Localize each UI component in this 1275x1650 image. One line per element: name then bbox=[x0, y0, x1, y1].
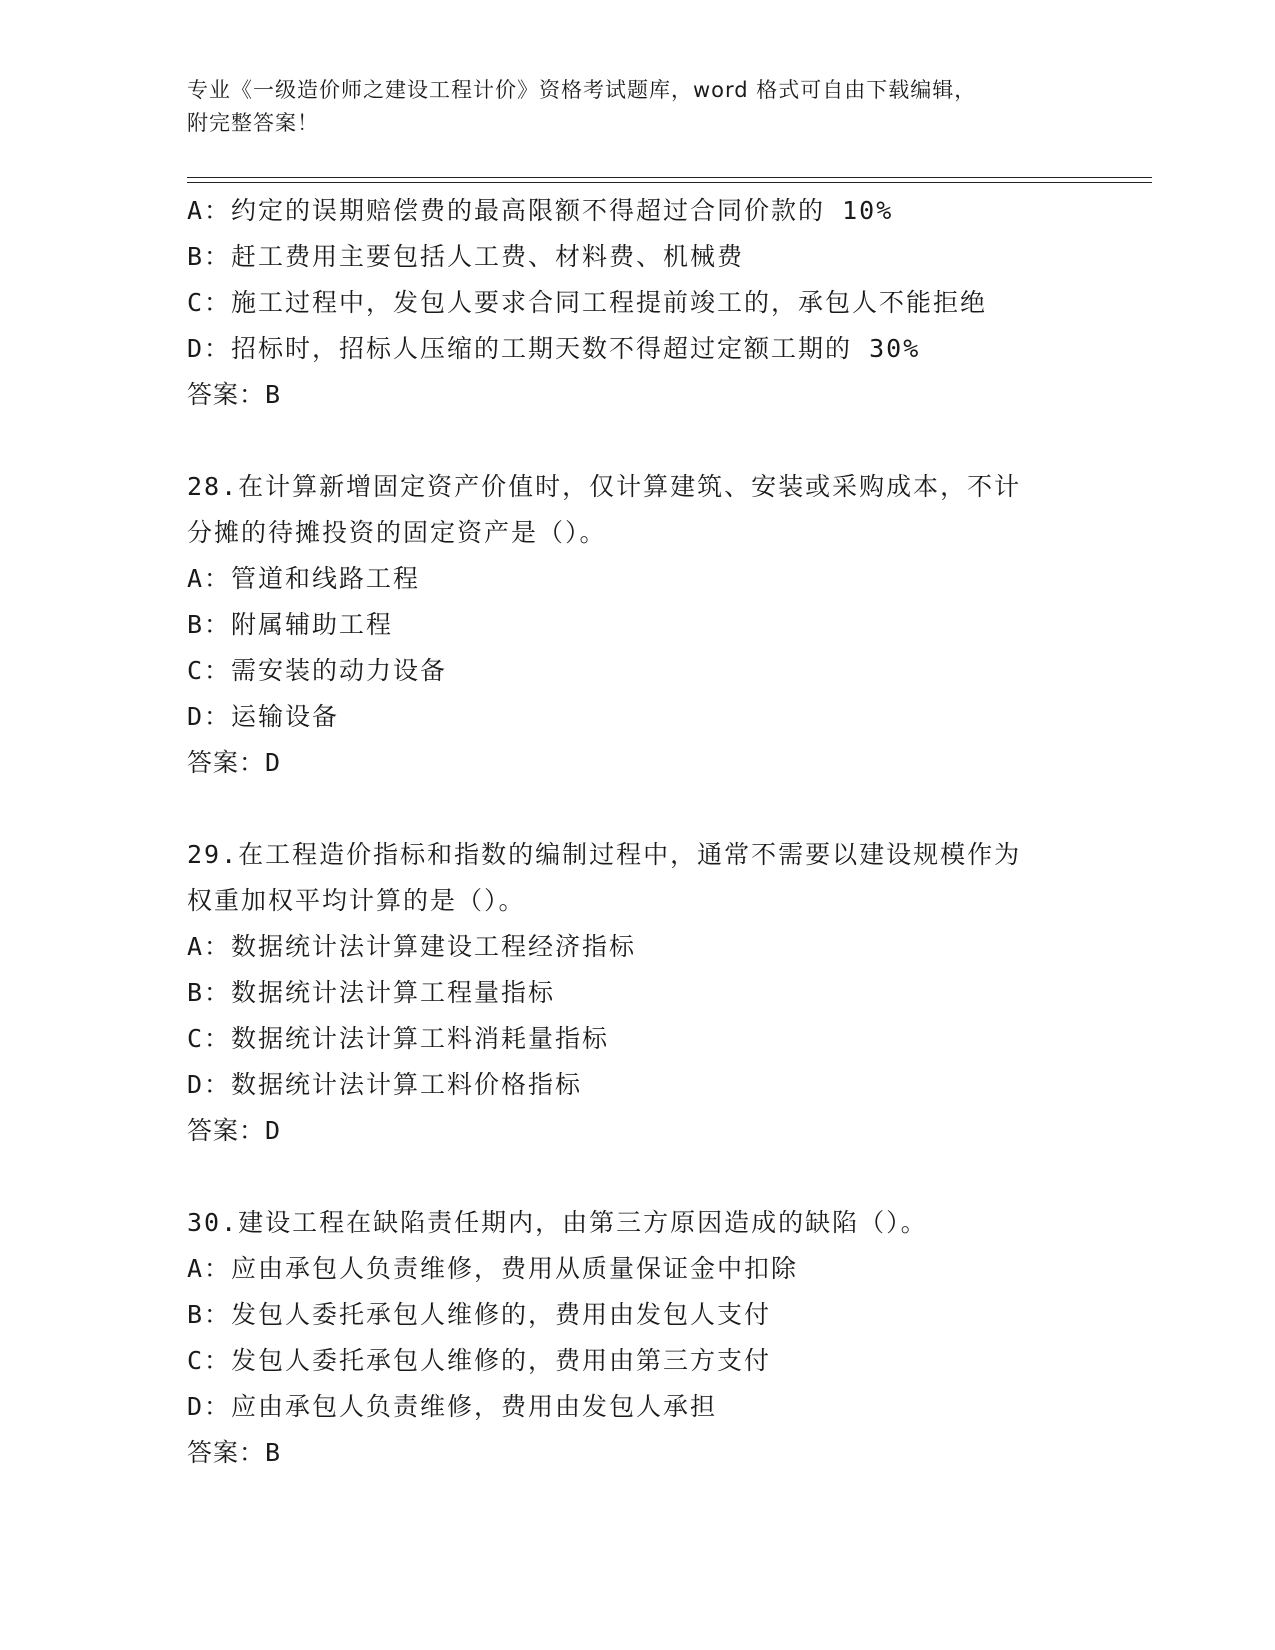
option-d: D：运输设备 bbox=[187, 702, 340, 731]
question-list bbox=[187, 188, 1147, 1476]
option-b: B：赶工费用主要包括人工费、材料费、机械费 bbox=[187, 242, 745, 271]
answer: 答案：D bbox=[187, 748, 282, 777]
option-a: A：约定的误期赔偿费的最高限额不得超过合同价款的 10% bbox=[187, 196, 894, 225]
question-stem: 29.在工程造价指标和指数的编制过程中，通常不需要以建设规模作为 bbox=[187, 840, 1022, 869]
option-d: D：招标时，招标人压缩的工期天数不得超过定额工期的 30% bbox=[187, 334, 921, 363]
question-stem: 30.建设工程在缺陷责任期内，由第三方原因造成的缺陷（）。 bbox=[187, 1208, 928, 1237]
answer: 答案：D bbox=[187, 1116, 282, 1145]
header-divider-bottom bbox=[187, 182, 1152, 183]
question-stem-cont: 权重加权平均计算的是（）。 bbox=[187, 886, 526, 915]
option-d: D：应由承包人负责维修，费用由发包人承担 bbox=[187, 1392, 718, 1421]
header-line-2: 附完整答案！ bbox=[187, 111, 319, 135]
option-a: A：应由承包人负责维修，费用从质量保证金中扣除 bbox=[187, 1254, 799, 1283]
answer: 答案：B bbox=[187, 380, 282, 409]
option-a: A：管道和线路工程 bbox=[187, 564, 421, 593]
question-27 bbox=[187, 188, 1147, 418]
option-c: C：施工过程中，发包人要求合同工程提前竣工的，承包人不能拒绝 bbox=[187, 288, 988, 317]
question-stem-cont: 分摊的待摊投资的固定资产是（）。 bbox=[187, 518, 607, 547]
option-b: B：附属辅助工程 bbox=[187, 610, 394, 639]
header-line-1: 专业《一级造价师之建设工程计价》资格考试题库，word 格式可自由下载编辑， bbox=[187, 78, 977, 102]
answer: 答案：B bbox=[187, 1438, 282, 1467]
option-c: C：发包人委托承包人维修的，费用由第三方支付 bbox=[187, 1346, 772, 1375]
document-header bbox=[187, 74, 1087, 140]
option-c: C：数据统计法计算工料消耗量指标 bbox=[187, 1024, 610, 1053]
question-29 bbox=[187, 832, 1147, 1154]
option-b: B：数据统计法计算工程量指标 bbox=[187, 978, 556, 1007]
question-stem: 28.在计算新增固定资产价值时，仅计算建筑、安装或采购成本，不计 bbox=[187, 472, 1022, 501]
option-c: C：需安装的动力设备 bbox=[187, 656, 448, 685]
header-divider-top bbox=[187, 177, 1152, 178]
question-30 bbox=[187, 1200, 1147, 1476]
option-a: A：数据统计法计算建设工程经济指标 bbox=[187, 932, 637, 961]
question-28 bbox=[187, 464, 1147, 786]
option-b: B：发包人委托承包人维修的，费用由发包人支付 bbox=[187, 1300, 772, 1329]
option-d: D：数据统计法计算工料价格指标 bbox=[187, 1070, 583, 1099]
